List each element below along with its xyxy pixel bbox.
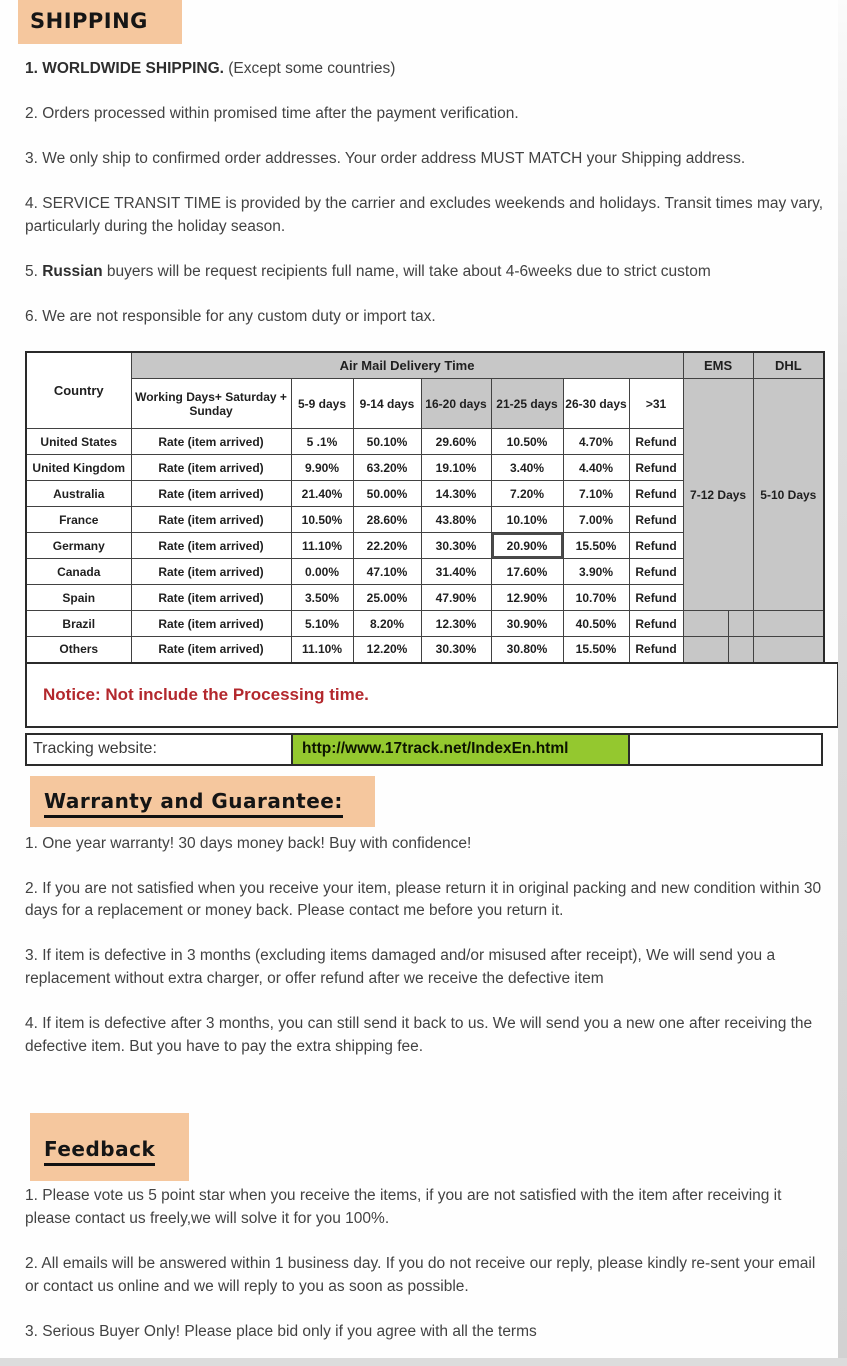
empty-cell <box>728 611 753 637</box>
column-header-airmail: Air Mail Delivery Time <box>131 352 683 379</box>
rate-value-cell: 3.90% <box>563 559 629 585</box>
text-bold: Russian <box>42 262 103 280</box>
rate-value-cell: 30.90% <box>491 611 563 637</box>
rate-value-cell: 11.10% <box>291 637 353 663</box>
rate-value-cell: 7.20% <box>491 481 563 507</box>
country-cell: Canada <box>26 559 131 585</box>
shipping-item-4 <box>25 193 827 239</box>
rate-label-cell: Rate (item arrived) <box>131 507 291 533</box>
refund-cell: Refund <box>629 507 683 533</box>
rate-value-cell: 47.10% <box>353 559 421 585</box>
refund-cell: Refund <box>629 533 683 559</box>
warranty-item-4: 4. If item is defective after 3 months, you can still send it back to us. We will send you a new one after receiving the defective item. But you have to pay the extra shipping fee. <box>25 1015 813 1056</box>
empty-cell <box>753 637 824 663</box>
warranty-item-2: 2. If you are not satisfied when you receive your item, please return it in original packing and new condition within 30 days for a replacement or money back. Please contact me before you return it. <box>25 879 822 920</box>
feedback-title: Feedback <box>44 1137 155 1166</box>
rate-value-cell: 31.40% <box>421 559 491 585</box>
empty-cell <box>728 637 753 663</box>
text-bold: 1. WORLDWIDE SHIPPING. <box>25 60 224 77</box>
rate-value-cell: 5 .1% <box>291 429 353 455</box>
rate-label-cell: Rate (item arrived) <box>131 481 291 507</box>
refund-cell: Refund <box>629 481 683 507</box>
rate-value-cell: 7.10% <box>563 481 629 507</box>
column-header-range: 9-14 days <box>353 379 421 429</box>
text: 3. We only ship to confirmed order addresses. Your order address MUST MATCH your Shipping address. <box>25 149 746 167</box>
country-cell: Spain <box>26 585 131 611</box>
table-header-row-2 <box>26 379 824 429</box>
rate-value-cell: 47.90% <box>421 585 491 611</box>
rate-value-cell: 22.20% <box>353 533 421 559</box>
notice-box <box>25 662 839 728</box>
warranty-section-heading <box>30 776 375 827</box>
refund-cell: Refund <box>629 559 683 585</box>
column-header-range: >31 <box>629 379 683 429</box>
refund-cell: Refund <box>629 585 683 611</box>
shipping-item-2 <box>25 103 827 126</box>
processing-time-notice: Notice: Not include the Processing time. <box>43 684 369 704</box>
rate-value-cell: 25.00% <box>353 585 421 611</box>
refund-cell: Refund <box>629 429 683 455</box>
rate-label-cell: Rate (item arrived) <box>131 559 291 585</box>
rate-label-cell: Rate (item arrived) <box>131 533 291 559</box>
country-cell: France <box>26 507 131 533</box>
country-cell: Brazil <box>26 611 131 637</box>
empty-cell <box>683 611 728 637</box>
rate-value-cell: 15.50% <box>563 533 629 559</box>
rate-value-cell: 12.90% <box>491 585 563 611</box>
rate-value-cell: 11.10% <box>291 533 353 559</box>
rate-value-cell: 17.60% <box>491 559 563 585</box>
rate-value-cell: 9.90% <box>291 455 353 481</box>
rate-value-cell: 7.00% <box>563 507 629 533</box>
empty-cell <box>753 611 824 637</box>
rate-value-cell: 8.20% <box>353 611 421 637</box>
rate-value-cell: 21.40% <box>291 481 353 507</box>
rate-value-cell: 50.10% <box>353 429 421 455</box>
rate-value-cell: 15.50% <box>563 637 629 663</box>
tracking-website-label: Tracking website: <box>27 735 293 764</box>
column-header-ems: EMS <box>683 352 753 379</box>
rate-value-cell: 4.40% <box>563 455 629 481</box>
rate-value-cell: 3.50% <box>291 585 353 611</box>
column-header-range: 5-9 days <box>291 379 353 429</box>
rate-value-cell: 10.70% <box>563 585 629 611</box>
shipping-item-3 <box>25 148 827 171</box>
column-header-range: 21-25 days <box>491 379 563 429</box>
rate-value-cell: 40.50% <box>563 611 629 637</box>
rate-value-cell: 14.30% <box>421 481 491 507</box>
rate-value-cell: 3.40% <box>491 455 563 481</box>
column-header-country: Country <box>26 352 131 429</box>
rate-value-cell: 12.20% <box>353 637 421 663</box>
ems-transit-time-cell: 7-12 Days <box>683 379 753 611</box>
rate-value-cell: 4.70% <box>563 429 629 455</box>
refund-cell: Refund <box>629 611 683 637</box>
shipping-title: SHIPPING <box>30 9 148 33</box>
dhl-transit-time-cell: 5-10 Days <box>753 379 824 611</box>
shipping-item-1 <box>25 58 827 81</box>
text: (Except some countries) <box>223 60 396 77</box>
warranty-item-1: 1. One year warranty! 30 days money back! Buy with confidence! <box>25 834 472 852</box>
table-header-row-1 <box>26 352 824 379</box>
rate-value-cell: 12.30% <box>421 611 491 637</box>
rate-label-cell: Rate (item arrived) <box>131 637 291 663</box>
rate-value-cell: 50.00% <box>353 481 421 507</box>
tracking-website-link[interactable]: http://www.17track.net/IndexEn.html <box>293 735 630 764</box>
rate-label-cell: Rate (item arrived) <box>131 585 291 611</box>
refund-cell: Refund <box>629 637 683 663</box>
rate-label-cell: Rate (item arrived) <box>131 429 291 455</box>
rate-value-cell: 30.80% <box>491 637 563 663</box>
feedback-item-1: 1. Please vote us 5 point star when you receive the items, if you are not satisfied with the item after receiving it please contact us freely,we will solve it for you 100%. <box>25 1187 782 1228</box>
rate-value-cell: 5.10% <box>291 611 353 637</box>
feedback-item-3: 3. Serious Buyer Only! Please place bid only if you agree with all the terms <box>25 1322 537 1340</box>
rate-value-cell: 0.00% <box>291 559 353 585</box>
rate-value-cell: 10.50% <box>491 429 563 455</box>
rate-value-cell: 20.90% <box>491 533 563 559</box>
rate-label-cell: Rate (item arrived) <box>131 455 291 481</box>
refund-cell: Refund <box>629 455 683 481</box>
column-header-range: 26-30 days <box>563 379 629 429</box>
shipping-item-5 <box>25 261 827 284</box>
rate-value-cell: 29.60% <box>421 429 491 455</box>
rate-value-cell: 30.30% <box>421 533 491 559</box>
rate-value-cell: 28.60% <box>353 507 421 533</box>
column-header-working-days: Working Days+ Saturday + Sunday <box>131 379 291 429</box>
country-cell: United Kingdom <box>26 455 131 481</box>
warranty-title: Warranty and Guarantee: <box>44 789 343 818</box>
text: buyers will be request recipients full name, will take about 4-6weeks due to strict custom <box>102 262 711 280</box>
country-cell: Australia <box>26 481 131 507</box>
tracking-row-spacer <box>630 735 821 764</box>
rate-value-cell: 10.50% <box>291 507 353 533</box>
rate-value-cell: 63.20% <box>353 455 421 481</box>
feedback-item-2: 2. All emails will be answered within 1 business day. If you do not receive our reply, please kindly re-sent your email or contact us online and we will reply to you as soon as possible. <box>25 1255 816 1295</box>
column-header-range: 16-20 days <box>421 379 491 429</box>
rate-value-cell: 19.10% <box>421 455 491 481</box>
text: 4. SERVICE TRANSIT TIME is provided by the carrier and excludes weekends and holidays. Transit times may vary, particularly during the holiday season. <box>25 194 824 235</box>
page-edge-right <box>838 0 847 1366</box>
table-row <box>26 637 824 663</box>
country-cell: Others <box>26 637 131 663</box>
rate-value-cell: 43.80% <box>421 507 491 533</box>
page-edge-bottom <box>0 1358 847 1366</box>
feedback-section-heading <box>30 1113 189 1181</box>
rate-value-cell: 30.30% <box>421 637 491 663</box>
shipping-item-6 <box>25 306 827 329</box>
tracking-row <box>25 733 823 766</box>
warranty-item-3: 3. If item is defective in 3 months (excluding items damaged and/or misused after receipt), We will send you a replacement without extra charger, or offer refund after we receive the defective item <box>25 947 776 988</box>
table-row <box>26 611 824 637</box>
empty-cell <box>683 637 728 663</box>
rate-label-cell: Rate (item arrived) <box>131 611 291 637</box>
text: 5. <box>25 262 43 280</box>
text: 2. Orders processed within promised time after the payment verification. <box>25 104 519 122</box>
country-cell: United States <box>26 429 131 455</box>
column-header-dhl: DHL <box>753 352 824 379</box>
country-cell: Germany <box>26 533 131 559</box>
delivery-time-table <box>25 351 825 664</box>
text: 6. We are not responsible for any custom duty or import tax. <box>25 307 436 325</box>
shipping-section-heading <box>18 0 182 44</box>
rate-value-cell: 10.10% <box>491 507 563 533</box>
